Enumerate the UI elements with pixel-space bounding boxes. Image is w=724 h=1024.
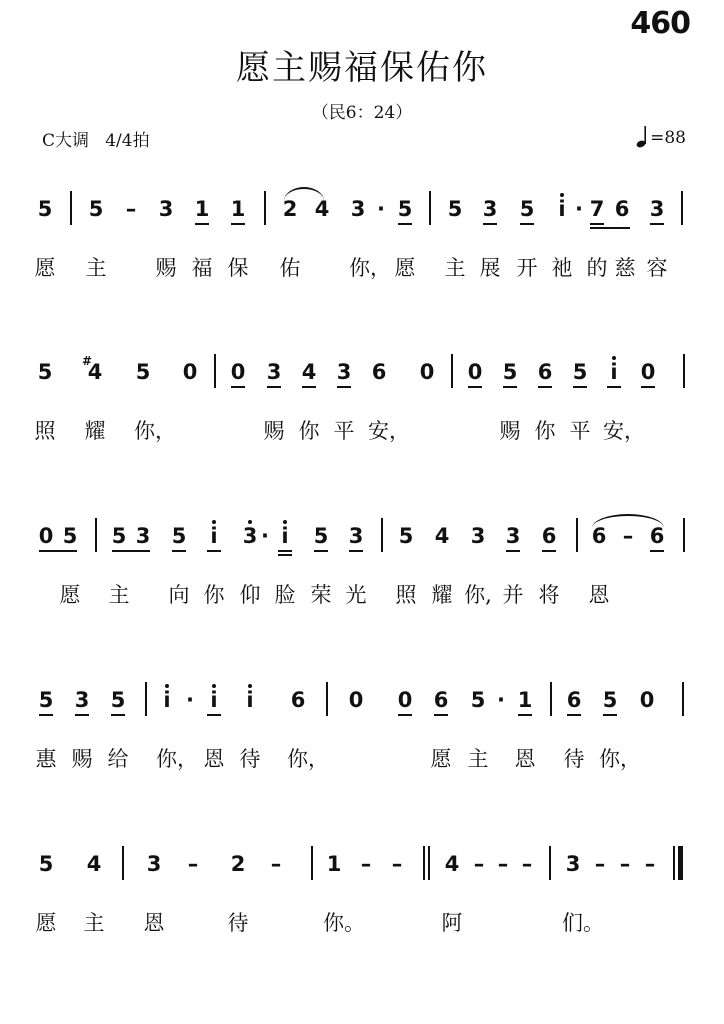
note: 3 bbox=[348, 524, 364, 548]
barline bbox=[429, 191, 431, 225]
barline bbox=[326, 682, 328, 716]
underline bbox=[75, 714, 89, 716]
note: 4 bbox=[86, 852, 102, 876]
underline bbox=[573, 386, 587, 388]
lyric: 将 bbox=[538, 583, 560, 607]
lyric: 你。 bbox=[323, 911, 365, 935]
note: 0 bbox=[639, 688, 655, 712]
lyric: 你， bbox=[287, 747, 329, 771]
lyric: 慈 bbox=[614, 256, 636, 280]
hold-dash: – bbox=[391, 852, 403, 876]
note: 1 bbox=[194, 197, 210, 221]
hold-dash: – bbox=[497, 852, 509, 876]
underline bbox=[518, 714, 532, 716]
lyric: 阿 bbox=[441, 911, 463, 935]
underline bbox=[231, 223, 245, 225]
double-barline bbox=[428, 846, 430, 880]
lyric: 福 bbox=[191, 256, 213, 280]
note: 5 bbox=[110, 688, 126, 712]
note: 0 bbox=[640, 360, 656, 384]
note: 6 bbox=[649, 524, 665, 548]
lyric: 向 bbox=[168, 583, 190, 607]
double-barline bbox=[423, 846, 425, 880]
lyric: 荣 bbox=[310, 583, 332, 607]
lyric: 照 bbox=[34, 419, 56, 443]
hold-dash: – bbox=[521, 852, 533, 876]
underline bbox=[650, 550, 664, 552]
underline bbox=[172, 550, 186, 552]
lyric: 恩 bbox=[143, 911, 165, 935]
note: 5 bbox=[572, 360, 588, 384]
hold-dash: – bbox=[622, 524, 634, 548]
underline bbox=[314, 550, 328, 552]
note: 5 bbox=[37, 360, 53, 384]
lyric: 赐 bbox=[263, 419, 285, 443]
note: i bbox=[246, 688, 254, 712]
lyric: 愿 bbox=[394, 256, 416, 280]
note: 1 bbox=[517, 688, 533, 712]
hold-dash: – bbox=[187, 852, 199, 876]
note: 5 bbox=[38, 852, 54, 876]
note: 5 bbox=[88, 197, 104, 221]
note: 0 bbox=[230, 360, 246, 384]
high-octave-dot bbox=[560, 193, 564, 197]
augmentation-dot: · bbox=[377, 197, 385, 221]
note: 3 bbox=[74, 688, 90, 712]
augmentation-dot: · bbox=[497, 688, 505, 712]
final-barline-thin bbox=[673, 846, 675, 880]
lyric: 耀 bbox=[84, 419, 106, 443]
lyric: 你， bbox=[156, 747, 198, 771]
note: 6 bbox=[537, 360, 553, 384]
note: 5 bbox=[470, 688, 486, 712]
lyric: 安， bbox=[603, 419, 645, 443]
lyric: 惠 bbox=[35, 747, 57, 771]
sharp-sign: # bbox=[82, 354, 93, 368]
note: 5 bbox=[62, 524, 78, 548]
underline bbox=[483, 223, 497, 225]
tempo-value: =88 bbox=[650, 128, 686, 148]
note: i bbox=[610, 360, 618, 384]
note: 4 bbox=[87, 360, 103, 384]
score-line-4 bbox=[0, 688, 724, 808]
high-octave-dot bbox=[212, 520, 216, 524]
note: 5 bbox=[38, 688, 54, 712]
barline bbox=[95, 518, 97, 552]
note: 0 bbox=[38, 524, 54, 548]
lyric: 主 bbox=[108, 583, 130, 607]
lyric: 待 bbox=[239, 747, 261, 771]
underline bbox=[567, 714, 581, 716]
lyric: 照 bbox=[395, 583, 417, 607]
final-barline-thick bbox=[678, 846, 683, 880]
underline bbox=[278, 554, 292, 556]
note: 0 bbox=[182, 360, 198, 384]
underline bbox=[302, 386, 316, 388]
underline bbox=[39, 714, 53, 716]
underline bbox=[538, 386, 552, 388]
barline bbox=[681, 191, 683, 225]
lyric: 们。 bbox=[562, 911, 604, 935]
note: 0 bbox=[419, 360, 435, 384]
underline bbox=[590, 223, 604, 225]
high-octave-dot bbox=[212, 684, 216, 688]
lyric: 你, bbox=[464, 583, 492, 607]
barline bbox=[550, 682, 552, 716]
note: 4 bbox=[444, 852, 460, 876]
augmentation-dot: · bbox=[575, 197, 583, 221]
underline bbox=[650, 223, 664, 225]
hold-dash: – bbox=[619, 852, 631, 876]
note: 6 bbox=[541, 524, 557, 548]
barline bbox=[145, 682, 147, 716]
hold-dash: – bbox=[270, 852, 282, 876]
underline bbox=[398, 223, 412, 225]
underline bbox=[39, 550, 77, 552]
note: 5 bbox=[447, 197, 463, 221]
note: 5 bbox=[398, 524, 414, 548]
quarter-note-icon bbox=[636, 126, 648, 148]
scripture-reference: （民6：24） bbox=[311, 103, 413, 123]
underline bbox=[278, 550, 292, 552]
underline bbox=[542, 550, 556, 552]
lyric: 愿 bbox=[430, 747, 452, 771]
underline bbox=[195, 223, 209, 225]
lyric: 展 bbox=[479, 256, 501, 280]
lyric: 耀 bbox=[431, 583, 453, 607]
note: 4 bbox=[434, 524, 450, 548]
lyric: 你 bbox=[298, 419, 320, 443]
note: 1 bbox=[230, 197, 246, 221]
note: 6 bbox=[591, 524, 607, 548]
lyric: 安， bbox=[368, 419, 410, 443]
note: 5 bbox=[37, 197, 53, 221]
high-octave-dot bbox=[283, 520, 287, 524]
underline bbox=[231, 386, 245, 388]
barline bbox=[264, 191, 266, 225]
lyric: 主 bbox=[467, 747, 489, 771]
underline bbox=[590, 227, 630, 229]
lyric: 保 bbox=[227, 256, 249, 280]
key-time-signature bbox=[42, 126, 150, 151]
note: 7 bbox=[589, 197, 605, 221]
note: 0 bbox=[397, 688, 413, 712]
barline bbox=[683, 518, 685, 552]
note: 3 bbox=[158, 197, 174, 221]
note: 3 bbox=[135, 524, 151, 548]
lyric: 待 bbox=[227, 911, 249, 935]
note: 5 bbox=[135, 360, 151, 384]
lyric: 光 bbox=[345, 583, 367, 607]
note: 0 bbox=[467, 360, 483, 384]
barline bbox=[682, 682, 684, 716]
lyric: 愿 bbox=[35, 911, 57, 935]
lyric: 仰 bbox=[239, 583, 261, 607]
lyric: 赐 bbox=[71, 747, 93, 771]
underline bbox=[434, 714, 448, 716]
note: i bbox=[558, 197, 566, 221]
note: 3 bbox=[505, 524, 521, 548]
time-signature: 4/4拍 bbox=[105, 131, 150, 151]
barline bbox=[576, 518, 578, 552]
barline bbox=[451, 354, 453, 388]
lyric: 主 bbox=[444, 256, 466, 280]
lyric: 佑 bbox=[279, 256, 301, 280]
underline bbox=[468, 386, 482, 388]
underline bbox=[520, 223, 534, 225]
note: 3 bbox=[242, 524, 258, 548]
lyric: 恩 bbox=[588, 583, 610, 607]
underline bbox=[607, 386, 621, 388]
note: 5 bbox=[397, 197, 413, 221]
underline bbox=[503, 386, 517, 388]
lyric: 容 bbox=[646, 256, 668, 280]
note: 6 bbox=[614, 197, 630, 221]
song-title: 愿主赐福保佑你 bbox=[236, 48, 488, 88]
score-line-3 bbox=[0, 524, 724, 644]
lyric: 脸 bbox=[274, 583, 296, 607]
hold-dash: – bbox=[125, 197, 137, 221]
lyric: 给 bbox=[107, 747, 129, 771]
underline bbox=[337, 386, 351, 388]
score-line-5 bbox=[0, 852, 724, 972]
note: 3 bbox=[649, 197, 665, 221]
high-octave-dot bbox=[612, 356, 616, 360]
lyric: 平 bbox=[569, 419, 591, 443]
score-line-2 bbox=[0, 354, 724, 480]
note: 3 bbox=[470, 524, 486, 548]
lyric: 主 bbox=[83, 911, 105, 935]
underline bbox=[506, 550, 520, 552]
lyric: 你 bbox=[534, 419, 556, 443]
note: 2 bbox=[230, 852, 246, 876]
score-line-1 bbox=[0, 197, 724, 317]
lyric: 恩 bbox=[514, 747, 536, 771]
high-octave-dot bbox=[248, 520, 252, 524]
underline bbox=[207, 714, 221, 716]
underline bbox=[349, 550, 363, 552]
note: i bbox=[210, 524, 218, 548]
lyric: 你， bbox=[134, 419, 176, 443]
note: i bbox=[210, 688, 218, 712]
lyric: 并 bbox=[502, 583, 524, 607]
lyric: 赐 bbox=[155, 256, 177, 280]
lyric: 祂 bbox=[551, 256, 573, 280]
note: 6 bbox=[566, 688, 582, 712]
lyric: 愿 bbox=[34, 256, 56, 280]
lyric: 恩 bbox=[203, 747, 225, 771]
note: i bbox=[281, 524, 289, 548]
note: i bbox=[163, 688, 171, 712]
underline bbox=[267, 386, 281, 388]
note: 3 bbox=[336, 360, 352, 384]
lyric: 赐 bbox=[499, 419, 521, 443]
hold-dash: – bbox=[360, 852, 372, 876]
barline bbox=[549, 846, 551, 880]
note: 2 bbox=[282, 197, 298, 221]
lyric: 你 bbox=[203, 583, 225, 607]
underline bbox=[398, 714, 412, 716]
underline bbox=[641, 386, 655, 388]
underline bbox=[111, 714, 125, 716]
barline bbox=[683, 354, 685, 388]
note: 3 bbox=[146, 852, 162, 876]
high-octave-dot bbox=[248, 684, 252, 688]
barline bbox=[381, 518, 383, 552]
note: 5 bbox=[602, 688, 618, 712]
note: 3 bbox=[350, 197, 366, 221]
note: 4 bbox=[301, 360, 317, 384]
augmentation-dot: · bbox=[261, 524, 269, 548]
note: 6 bbox=[371, 360, 387, 384]
note: 0 bbox=[348, 688, 364, 712]
note: 6 bbox=[290, 688, 306, 712]
page-number: 460 bbox=[630, 6, 690, 41]
high-octave-dot bbox=[165, 684, 169, 688]
lyric: 平 bbox=[333, 419, 355, 443]
hold-dash: – bbox=[473, 852, 485, 876]
underline bbox=[207, 550, 221, 552]
note: 6 bbox=[433, 688, 449, 712]
note: 3 bbox=[266, 360, 282, 384]
tempo-marking bbox=[636, 126, 686, 148]
note: 4 bbox=[314, 197, 330, 221]
underline bbox=[603, 714, 617, 716]
augmentation-dot: · bbox=[186, 688, 194, 712]
note: 3 bbox=[565, 852, 581, 876]
hold-dash: – bbox=[644, 852, 656, 876]
key-signature: C大调 bbox=[42, 131, 90, 151]
barline bbox=[122, 846, 124, 880]
underline bbox=[112, 550, 150, 552]
note: 5 bbox=[502, 360, 518, 384]
lyric: 开 bbox=[516, 256, 538, 280]
lyric: 愿 bbox=[59, 583, 81, 607]
lyric: 你， bbox=[599, 747, 641, 771]
lyric: 主 bbox=[85, 256, 107, 280]
barline bbox=[311, 846, 313, 880]
hold-dash: – bbox=[594, 852, 606, 876]
barline bbox=[70, 191, 72, 225]
lyric: 你， bbox=[349, 256, 391, 280]
note: 3 bbox=[482, 197, 498, 221]
lyric: 的 bbox=[586, 256, 608, 280]
note: 5 bbox=[111, 524, 127, 548]
note: 5 bbox=[519, 197, 535, 221]
note: 5 bbox=[171, 524, 187, 548]
note: 5 bbox=[313, 524, 329, 548]
lyric: 待 bbox=[563, 747, 585, 771]
barline bbox=[214, 354, 216, 388]
note: 1 bbox=[326, 852, 342, 876]
